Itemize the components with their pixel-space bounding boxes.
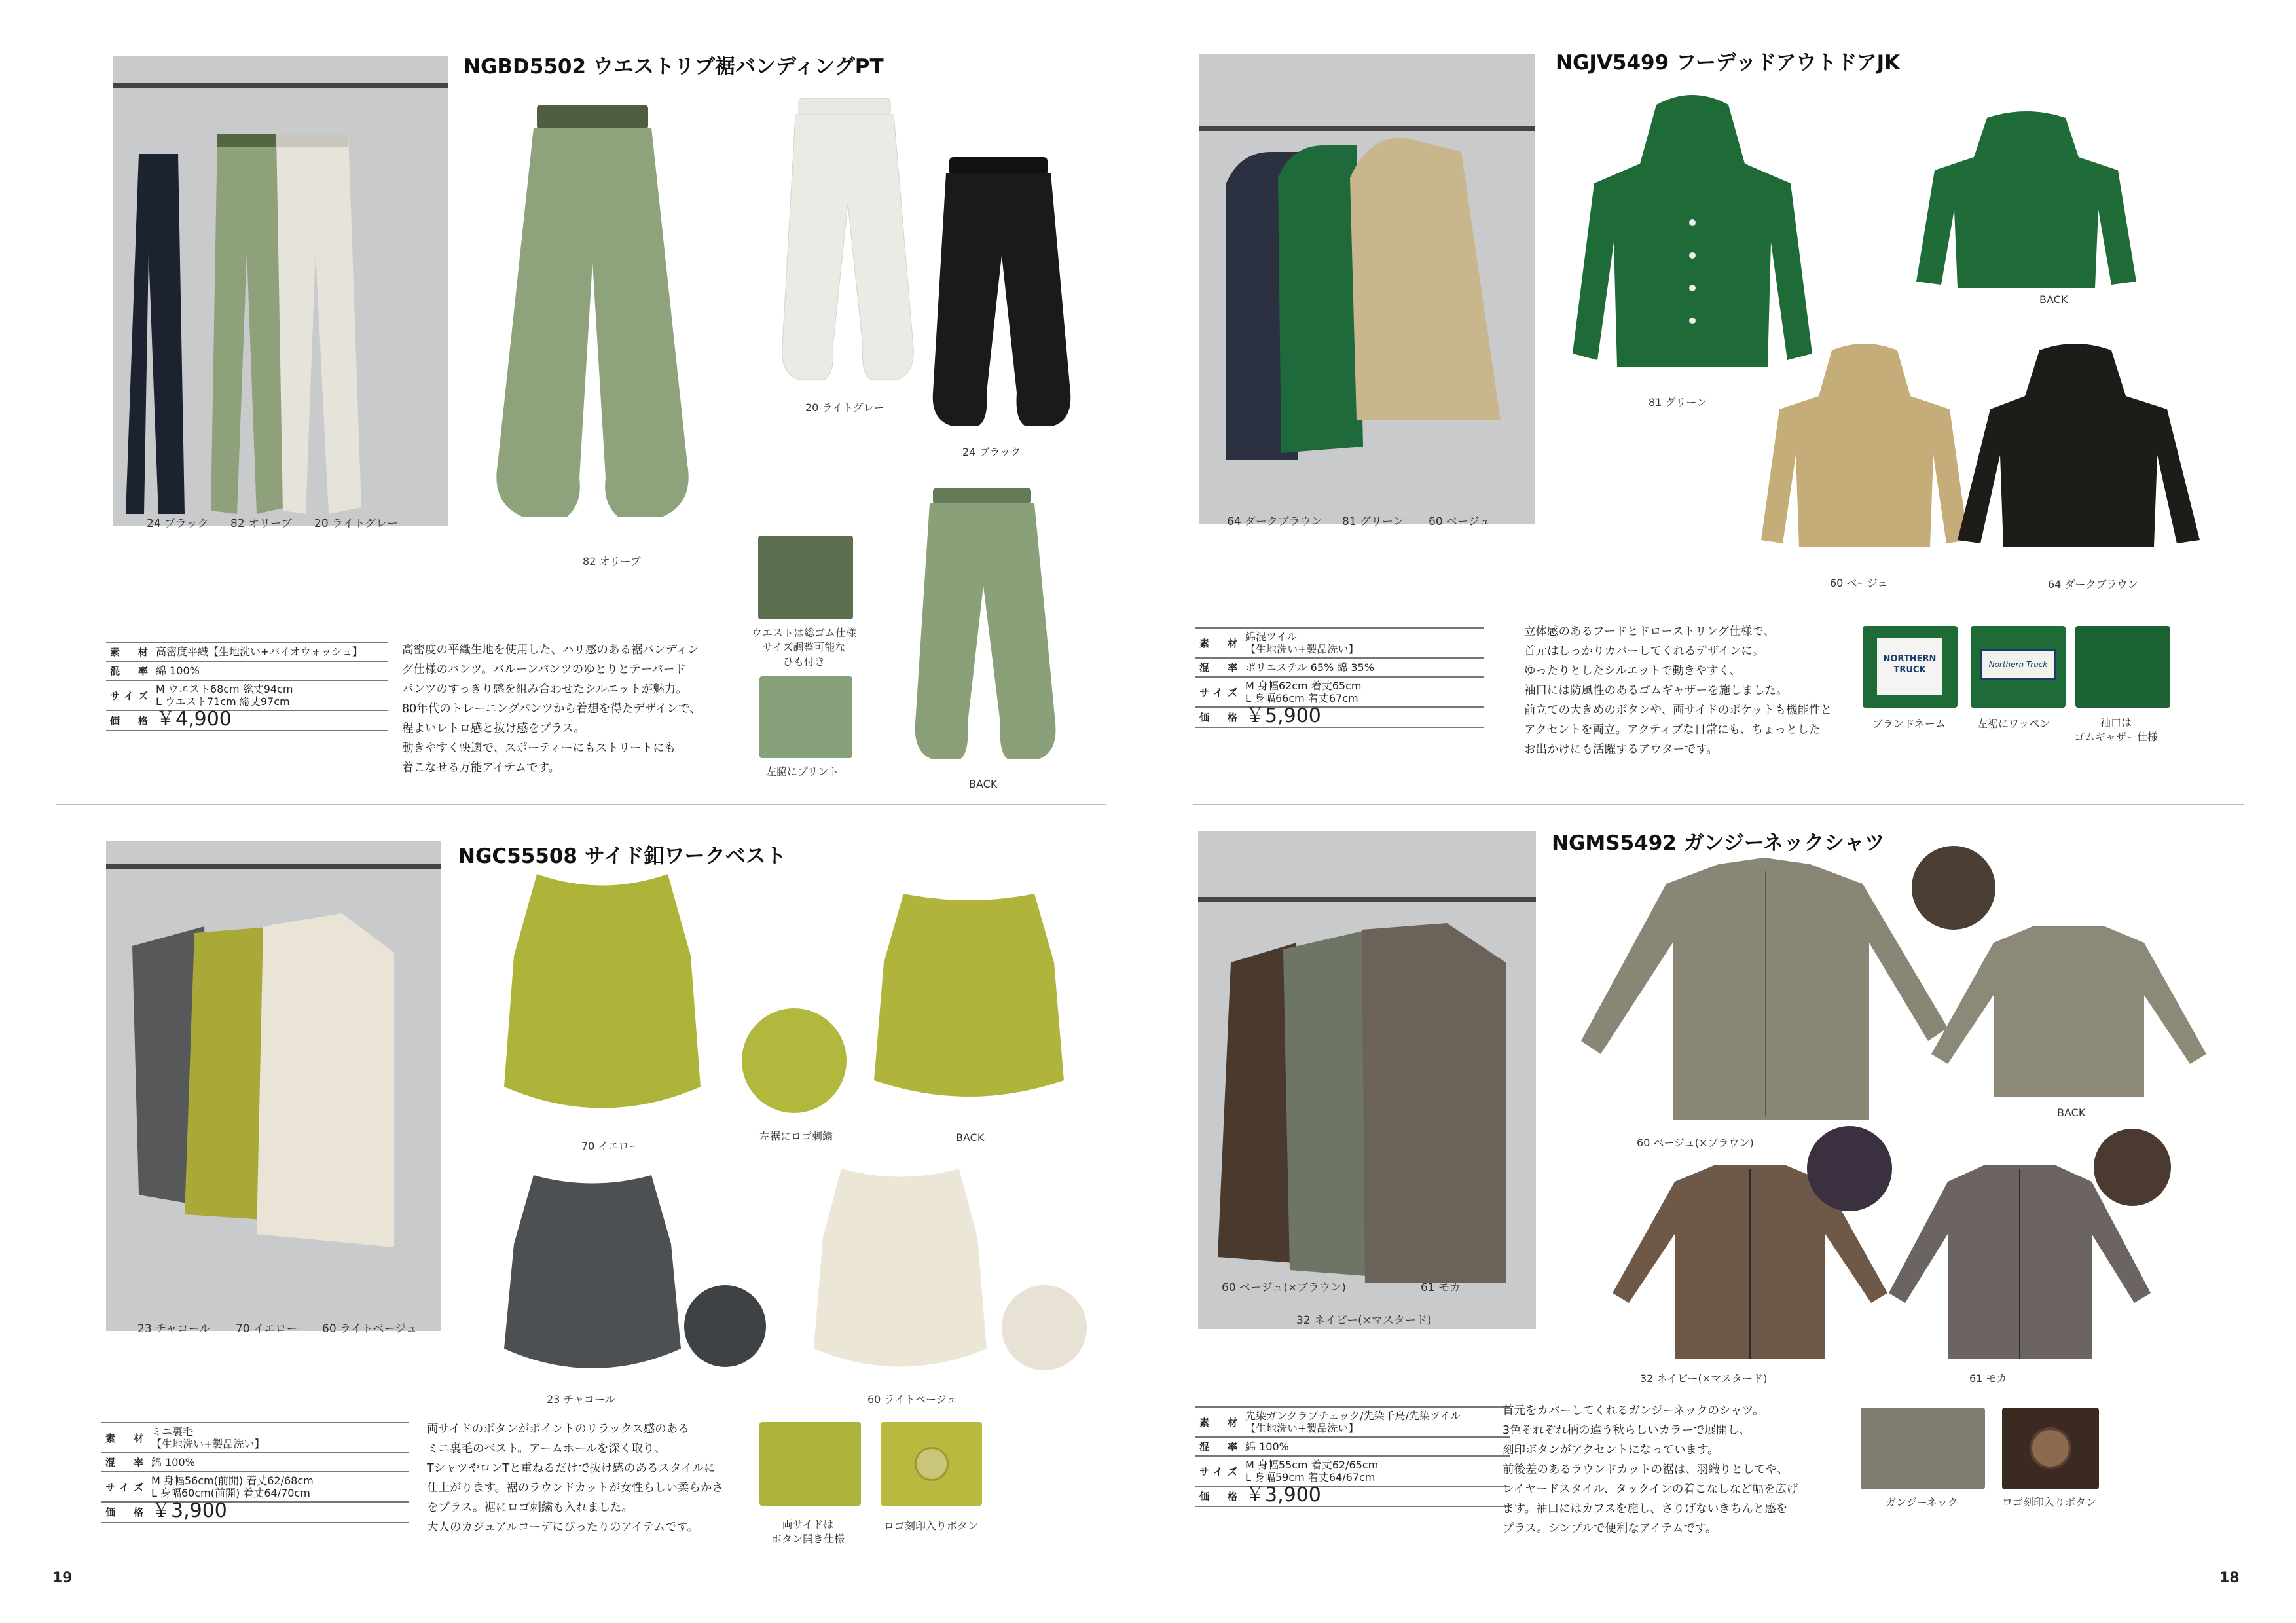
brand-name-label: NORTHERN TRUCK (1863, 626, 1958, 708)
photo-caption: 64 ダークブラウン (1227, 515, 1323, 528)
caption-yellow: 70 イエロー (581, 1140, 640, 1152)
side-button-detail (759, 1422, 861, 1506)
pants-hanging-illustration (113, 56, 448, 526)
logo-button-detail (2002, 1408, 2099, 1489)
black-pants-image (923, 157, 1080, 432)
photo-caption: 60 ライトベージュ (322, 1322, 417, 1336)
waist-note: ウエストは総ゴム仕様 サイズ調整可能な ひも付き (752, 627, 857, 668)
houndstooth-swatch (1912, 846, 1995, 930)
caption-lightbeige: 60 ライトベージュ (867, 1393, 957, 1406)
caption-lightgrey: 20 ライトグレー (805, 401, 884, 414)
price: ￥3,900 (1245, 1484, 1321, 1506)
caption-logo-button: ロゴ刻印入りボタン (2002, 1496, 2097, 1508)
spec-table: 素 材 先染ガンクラブチェック/先染千鳥/先染ツイル 【生地洗い+製品洗い】 混 率 綿 100% サイズ M 身幅55cm 着丈62/65cm L 身幅59cm 着丈64/67cm 価 格 ￥3,900 (1195, 1406, 1510, 1507)
lightbeige-vest-image (802, 1165, 998, 1381)
beige-shirt-image (1575, 858, 1954, 1126)
waist-detail-photo (758, 536, 853, 619)
caption-green: 81 グリーン (1649, 396, 1707, 409)
olive-pants-image (478, 98, 707, 530)
product-title: NGMS5492 ガンジーネックシャツ (1552, 831, 1885, 855)
product-description: 立体感のあるフードとドローストリング仕様で、 首元はしっかりカバーしてくれるデザインに。 ゆったりとしたシルエットで動きやすく、 袖口には防風性のあるゴムギャザーを施しました。 前立ての大きめのボタンや、両サイドのポケットも機能性と アクセントを両立。アクティブな日常にも、ちょっとした お出かけにも活躍するアウターです。 (1524, 625, 1832, 756)
photo-caption: 81 グリーン (1342, 515, 1404, 528)
photo-caption: 60 ベージュ (1429, 515, 1491, 528)
yellow-vest-image (484, 871, 720, 1123)
caption-side-button: 両サイドは ボタン開き仕様 (771, 1518, 845, 1545)
product-description: 首元をカバーしてくれるガンジーネックのシャツ。 3色それぞれ柄の違う秋らしいカラーで展開し、 刻印ボタンがアクセントになっています。 前後差のあるラウンドカットの裾は、羽織りとしてや、 レイヤードスタイル、タックインの着こなしなど幅を広げ ます。袖口にはカフスを施し、さりげないきちんと感を プラス。シンプルで便利なアイテムです。 (1503, 1404, 1798, 1535)
caption-back: BACK (969, 778, 998, 790)
caption-black: 24 ブラック (962, 446, 1021, 458)
price: ￥5,900 (1245, 704, 1321, 727)
divider-right (1193, 804, 2244, 805)
jacket-hanging-photo (1199, 54, 1535, 528)
product-description: 両サイドのボタンがポイントのリラックス感のある ミニ裏毛のベスト。アームホールを深く取り、 TシャツやロンTと重ねるだけで抜け感のあるスタイルに 仕上がります。裾のラウンドカットが女性らしい柔らかさ をプラス。裾にロゴ刺繍も入れました。 大人のカジュアルコーデにぴったりのアイテムです。 (427, 1423, 723, 1534)
shirt-hanging-photo (1198, 831, 1536, 1329)
vests-illustration (106, 841, 441, 1331)
caption-back: BACK (956, 1131, 985, 1144)
caption-back: BACK (2057, 1106, 2086, 1119)
photo-caption: 32 ネイビー(×マスタード) (1296, 1314, 1432, 1327)
spec-table: 素 材 ミニ裏毛 【生地洗い+製品洗い】 混 率 綿 100% サイズ M 身幅56cm(前開) 着丈62/68cm L 身幅60cm(前開) 着丈64/70cm 価 格 ￥3,900 (101, 1422, 409, 1523)
beige-jacket-image (1760, 344, 1969, 560)
product-title: NGC55508 サイド釦ワークベスト (458, 845, 786, 868)
page-number-right: 18 (2219, 1570, 2240, 1586)
vest-hanging-photo (106, 841, 441, 1336)
caption-charcoal: 23 チャコール (547, 1393, 615, 1406)
caption-back: BACK (2039, 293, 2068, 306)
beige-shirt-back-image (1928, 923, 2210, 1100)
green-jacket-back-image (1915, 111, 2138, 295)
caption-sleeve: 袖口は ゴムギャザー仕様 (2074, 716, 2159, 743)
darkbrown-jacket-image (1954, 344, 2203, 560)
product-title: NGBD5502 ウエストリブ裾バンディングPT (464, 55, 884, 79)
photo-caption: 70 イエロー (236, 1322, 298, 1336)
caption-wappen: 左裾にワッペン (1977, 718, 2050, 730)
olive-pants-back-image (903, 488, 1067, 766)
price: ￥3,900 (151, 1499, 227, 1522)
shirts-illustration (1198, 831, 1536, 1329)
photo-caption: 20 ライトグレー (314, 517, 399, 530)
caption-olive: 82 オリーブ (583, 555, 641, 568)
photo-caption: 23 チャコール (137, 1322, 211, 1336)
caption-darkbrown: 64 ダークブラウン (2048, 578, 2138, 591)
yellow-vest-back-image (864, 890, 1074, 1110)
photo-caption: 60 ベージュ(×ブラウン) (1222, 1281, 1346, 1294)
caption-brand-name: ブランドネーム (1872, 718, 1946, 730)
caption-mocha: 61 モカ (1969, 1372, 2007, 1385)
photo-caption: 24 ブラック (147, 517, 209, 530)
spec-table: 素 材 高密度平織【生地洗い+バイオウォッシュ】 混 率 綿 100% サイズ M ウエスト68cm 総丈94cm L ウエスト71cm 総丈97cm 価 格 ￥4,900 (106, 642, 388, 731)
green-jacket-image (1571, 92, 1813, 380)
lightbeige-embroidery-detail (1002, 1285, 1087, 1370)
charcoal-vest-image (488, 1172, 697, 1381)
caption-logo-button: ロゴ刻印入りボタン (884, 1520, 979, 1532)
twill-swatch (2094, 1129, 2171, 1206)
spec-table: 素 材 綿混ツイル 【生地洗い+製品洗い】 混 率 ポリエステル 65% 綿 35% サイズ M 身幅62cm 着丈65cm L 身幅66cm 着丈67cm 価 格 ￥5,900 (1195, 627, 1484, 728)
photo-caption: 82 オリーブ (230, 517, 293, 530)
caption-print: 左脇にプリント (766, 765, 839, 778)
divider-left (56, 804, 1106, 805)
print-detail-photo (759, 676, 852, 758)
sleeve-cuff-detail (2075, 626, 2170, 708)
neck-detail-photo (1861, 1408, 1985, 1489)
check-swatch (1807, 1126, 1892, 1211)
page-number-left: 19 (52, 1570, 73, 1586)
pants-hanging-photo (113, 56, 448, 530)
logo-button-detail (881, 1422, 982, 1506)
price: ￥4,900 (156, 708, 232, 731)
jackets-illustration (1199, 54, 1535, 524)
lightgrey-pants-image (773, 98, 923, 386)
wappen-detail: Northern Truck (1971, 626, 2066, 708)
caption-beige: 60 ベージュ(×ブラウン) (1637, 1137, 1754, 1149)
product-description: 高密度の平織生地を使用した、ハリ感のある裾バンディン グ仕様のパンツ。バルーンパンツのゆとりとテーパード パンツのすっきり感を組み合わせたシルエットが魅力。 80年代のトレーニングパンツから着想を得たデザインで、 程よいレトロ感と抜け感をプラス。 動きやすく快適で、スポーティーにもストリートにも 着こなせる万能アイテムです。 (402, 644, 701, 775)
product-title: NGJV5499 フーデッドアウトドアJK (1556, 51, 1901, 75)
photo-caption: 61 モカ (1421, 1281, 1461, 1294)
charcoal-embroidery-detail (684, 1285, 766, 1367)
caption-navy: 32 ネイビー(×マスタード) (1640, 1372, 1768, 1385)
caption-embroidery: 左裾にロゴ刺繍 (759, 1130, 833, 1142)
caption-neck: ガンジーネック (1886, 1496, 1958, 1508)
caption-beige: 60 ベージュ (1830, 577, 1888, 589)
embroidery-detail (742, 1008, 847, 1113)
